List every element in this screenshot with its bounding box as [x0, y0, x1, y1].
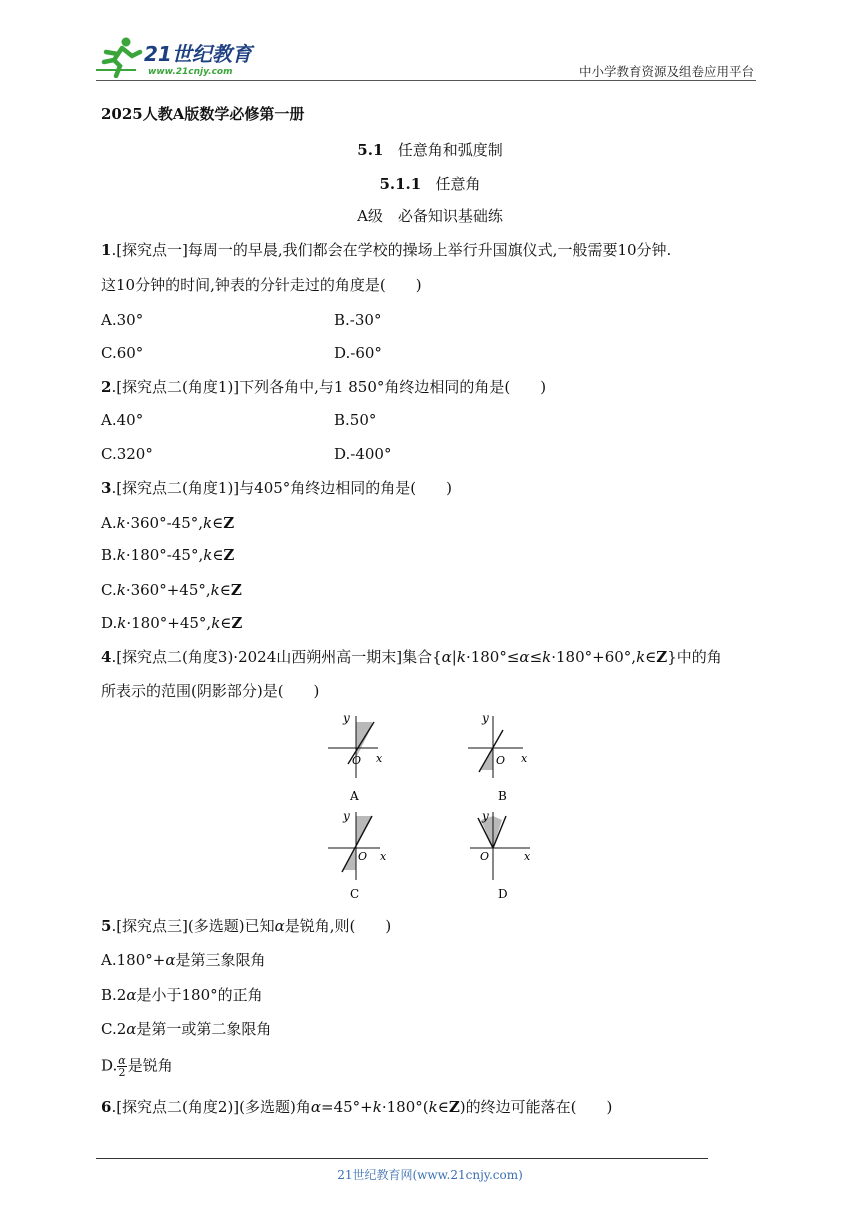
- footer-divider: [96, 1158, 708, 1159]
- svg-text:y: y: [343, 711, 350, 725]
- question-number: 4: [101, 648, 112, 666]
- option-c: C.320°: [101, 445, 153, 463]
- q3-option-a: A.k·360°-45°,k∈Z: [101, 514, 235, 532]
- q5-option-c: C.2α是第一或第二象限角: [101, 1020, 272, 1038]
- q5-option-b: B.2α是小于180°的正角: [101, 986, 263, 1004]
- q5-option-d: D. $\frac{\alpha}{2}$ 是锐角: [101, 1054, 173, 1079]
- svg-text:y: y: [482, 711, 489, 725]
- figure-c: [328, 809, 387, 901]
- figure-c-label: C: [350, 887, 360, 901]
- q3-option-d: D.k·180°+45°,k∈Z: [101, 614, 243, 632]
- svg-text:x: x: [376, 752, 383, 765]
- option-a: A.30°: [101, 311, 144, 329]
- svg-text:O: O: [352, 754, 362, 767]
- subsection-number: 5.1.1: [379, 175, 422, 193]
- svg-text:O: O: [496, 754, 506, 767]
- q5-option-a: A.180°+α是第三象限角: [101, 951, 266, 969]
- option-b: B.50°: [334, 411, 377, 429]
- svg-text:y: y: [482, 809, 489, 823]
- question-6: 6.[探究点二(角度2)](多选题)角α=45°+k·180°(k∈Z)的终边可能落在( ): [101, 1098, 613, 1116]
- question-text: .[探究点一]每周一的早晨,我们都会在学校的操场上举行升国旗仪式,一般需要10分钟.: [111, 241, 672, 259]
- q2-options-row2: [101, 444, 392, 464]
- question-number: 5: [101, 917, 112, 935]
- logo-text: 21世纪教育: [144, 42, 252, 66]
- q2-options-row1: [101, 410, 377, 430]
- question-1-line2: 这10分钟的时间,钟表的分针走过的角度是( ): [101, 276, 422, 294]
- footer-link[interactable]: 21世纪教育网(www.21cnjy.com): [337, 1168, 523, 1182]
- question-number: 2: [101, 378, 112, 396]
- question-5: 5.[探究点三](多选题)已知α是锐角,则( ): [101, 917, 392, 935]
- figure-a-label: A: [350, 789, 359, 803]
- q3-option-b: B.k·180°-45°,k∈Z: [101, 546, 235, 564]
- figure-b: [468, 711, 528, 803]
- platform-name: 中小学教育资源及组卷应用平台: [578, 64, 754, 79]
- figure-a: [328, 711, 383, 803]
- logo-url: www.21cnjy.com: [148, 67, 233, 77]
- doc-title: 2025人教A版数学必修第一册: [101, 105, 305, 123]
- section-title: 任意角和弧度制: [397, 141, 503, 159]
- question-1: [101, 240, 671, 260]
- svg-text:y: y: [343, 809, 350, 823]
- option-b: B.-30°: [334, 311, 382, 329]
- q1-options-row1: [101, 310, 382, 330]
- figure-b-label: B: [498, 789, 507, 803]
- svg-text:x: x: [524, 850, 531, 863]
- svg-text:x: x: [521, 752, 528, 765]
- question-4: 4.[探究点二(角度3)·2024山西朔州高一期末]集合{α|k·180°≤α≤k·180°+60°,k∈Z}中的角: [101, 648, 722, 666]
- q1-options-row2: [101, 343, 382, 363]
- option-c: C.60°: [101, 344, 144, 362]
- question-number: 1: [101, 241, 112, 259]
- svg-text:O: O: [358, 850, 368, 863]
- runner-icon: [96, 38, 140, 77]
- site-logo: [92, 36, 262, 78]
- section-number: 5.1: [357, 141, 384, 159]
- figure-d: [470, 809, 531, 901]
- question-text: .[探究点二(角度1)]下列各角中,与1 850°角终边相同的角是( ): [111, 378, 547, 396]
- header-divider: [96, 80, 756, 81]
- option-d: D.-400°: [334, 445, 392, 463]
- level-heading: A级 必备知识基础练: [357, 207, 503, 225]
- q3-option-c: C.k·360°+45°,k∈Z: [101, 581, 242, 599]
- svg-text:O: O: [480, 850, 490, 863]
- section-heading: [0, 140, 860, 160]
- question-number: 3: [101, 479, 112, 497]
- subsection-title: 任意角: [435, 175, 481, 193]
- svg-text:x: x: [380, 850, 387, 863]
- option-a: A.40°: [101, 411, 144, 429]
- question-2: [101, 377, 546, 397]
- angle-region-figure: [318, 708, 538, 906]
- question-number: 6: [101, 1098, 112, 1116]
- question-3: [101, 478, 452, 498]
- question-text: .[探究点二(角度1)]与405°角终边相同的角是( ): [111, 479, 452, 497]
- option-d: D.-60°: [334, 344, 382, 362]
- alpha-over-2-fraction: $\frac{\alpha}{2}$: [118, 1054, 126, 1079]
- figure-d-label: D: [498, 887, 508, 901]
- question-4-line2: 所表示的范围(阴影部分)是( ): [101, 682, 320, 700]
- subsection-heading: [0, 174, 860, 194]
